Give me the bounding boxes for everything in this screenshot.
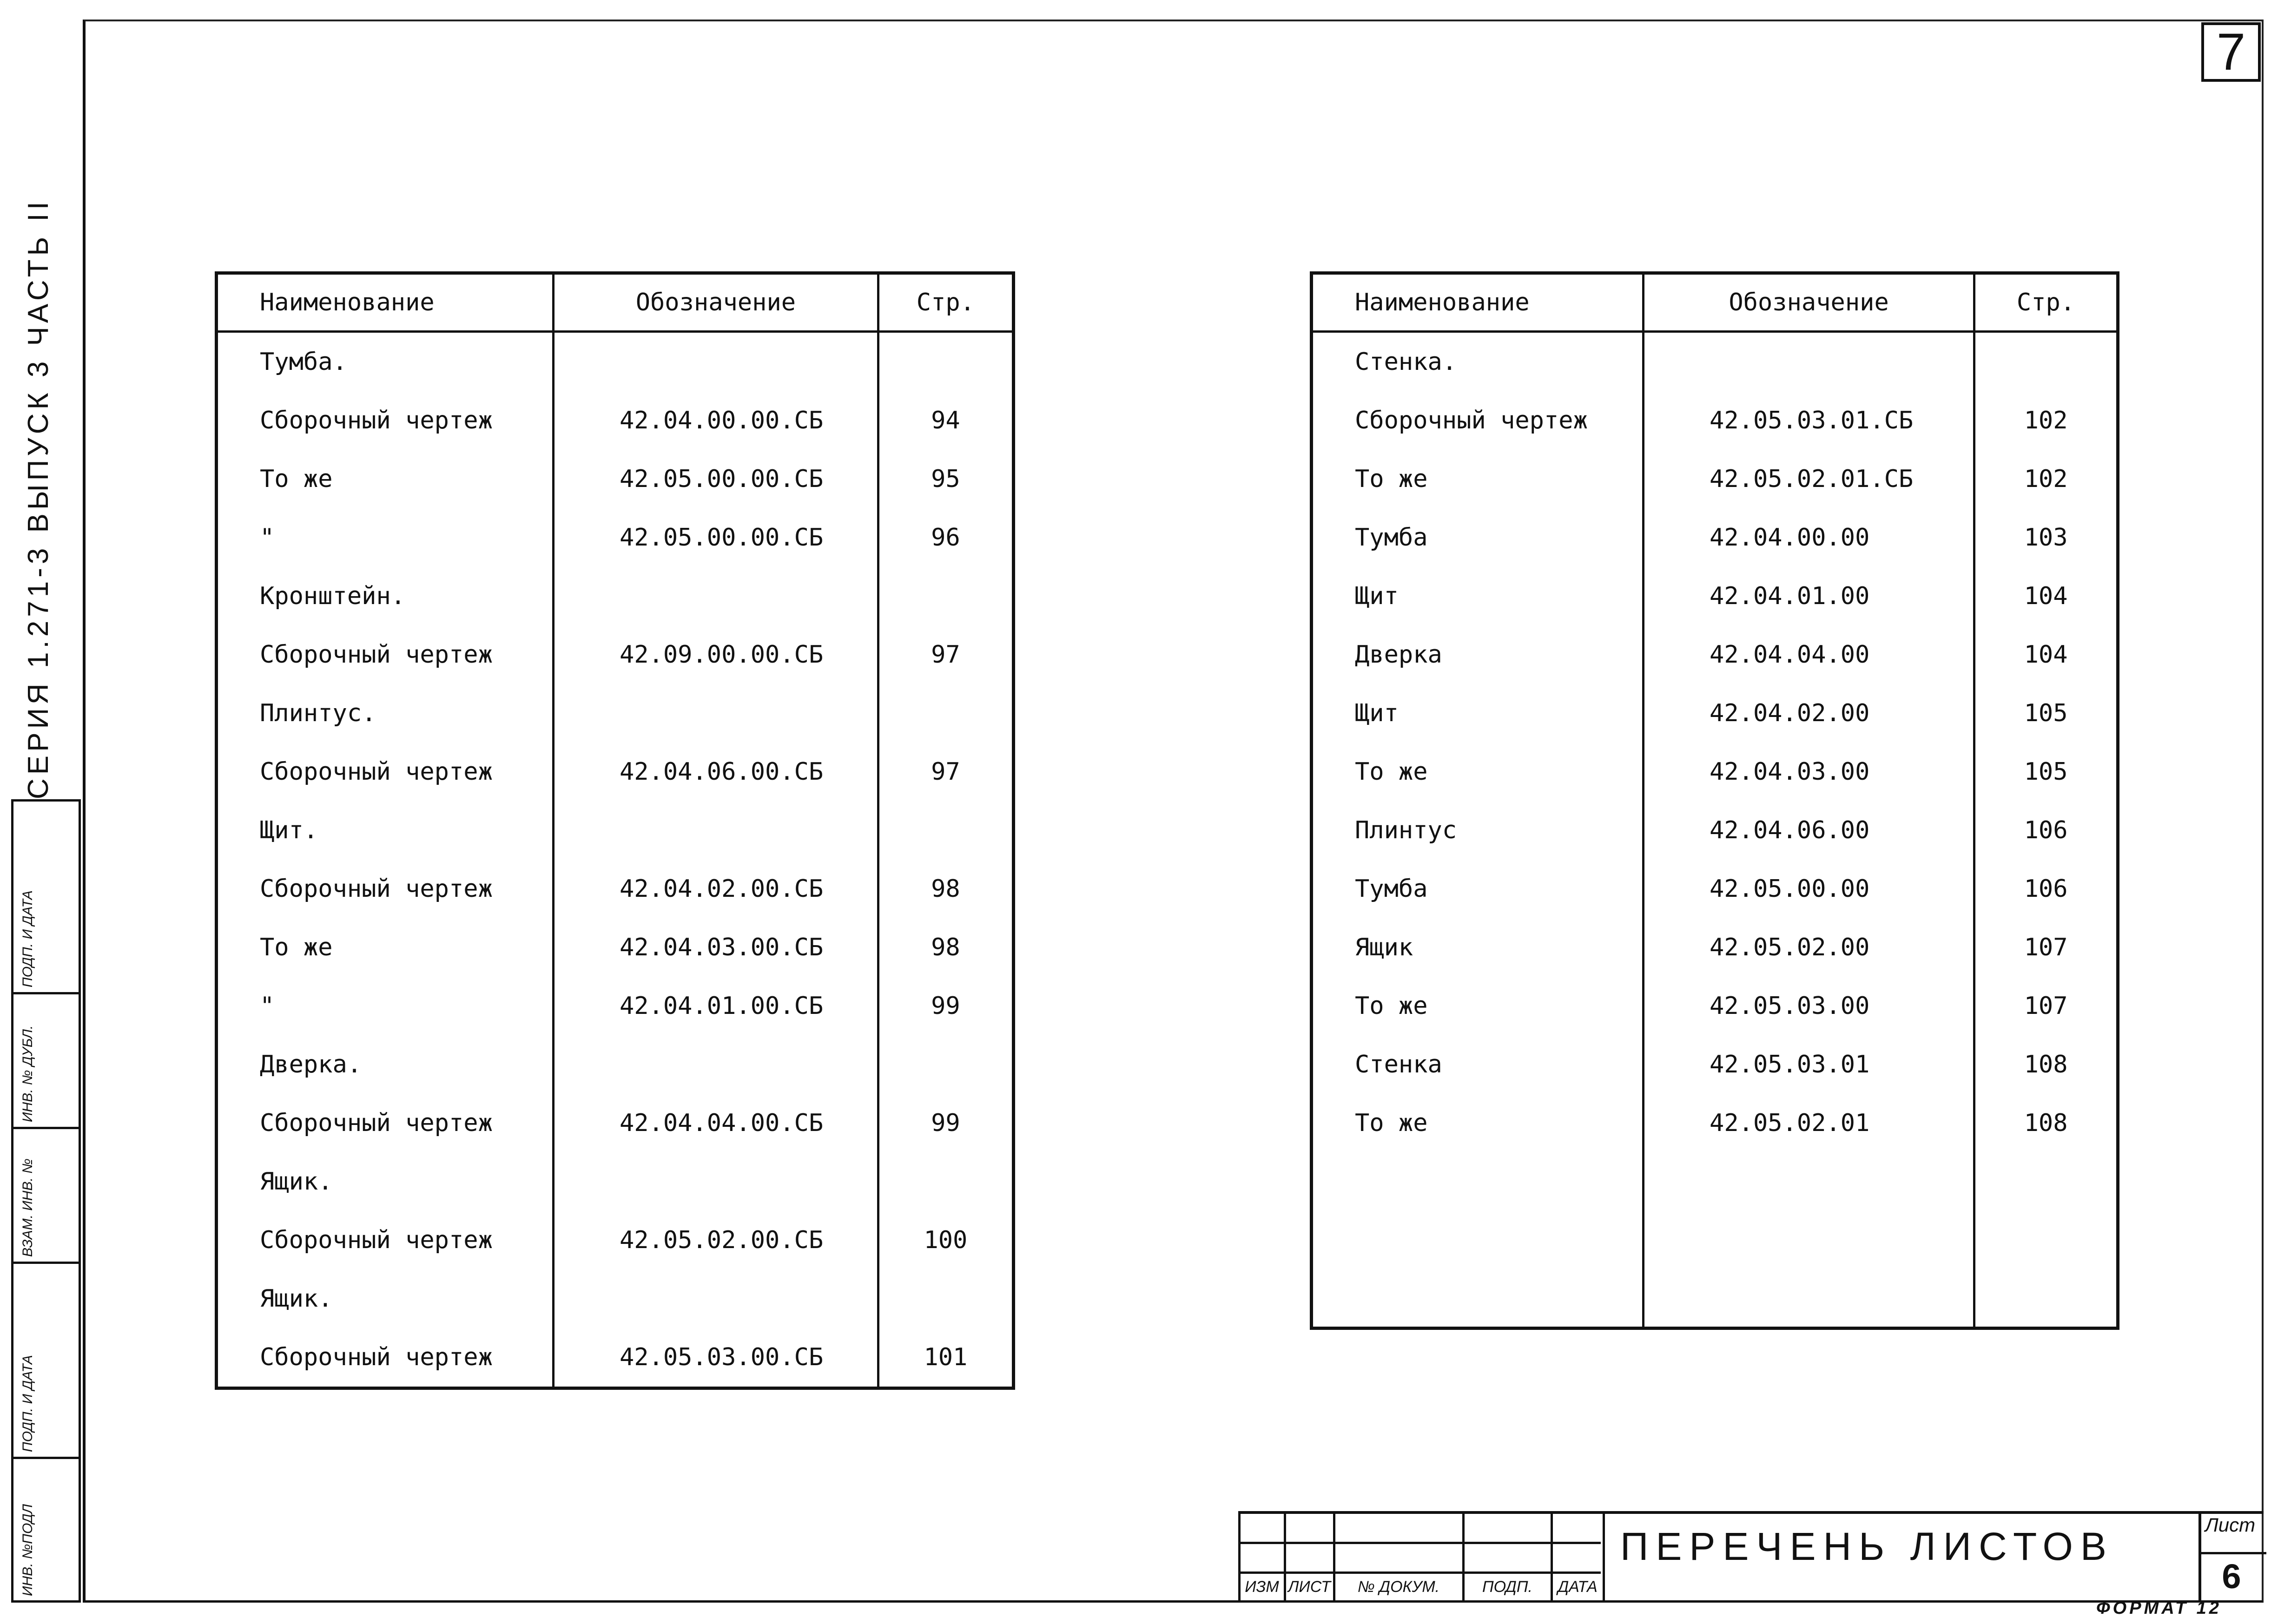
table-filler-row (1312, 1152, 2118, 1328)
table-row (1312, 1094, 2118, 1152)
item-page: 106 (1974, 801, 2118, 860)
table-row (217, 332, 1014, 392)
item-page: 102 (1974, 391, 2118, 450)
table-row (217, 860, 1014, 918)
item-name: Плинтус. (217, 684, 554, 743)
table-row (217, 508, 1014, 567)
item-code: 42.04.03.00.СБ (553, 918, 878, 977)
sheet-value: 6 (2222, 1557, 2241, 1596)
item-name: То же (1312, 977, 1644, 1035)
item-page: 100 (878, 1211, 1013, 1269)
item-code: 42.04.02.00 (1644, 684, 1974, 743)
table-filler-row (217, 1387, 1014, 1388)
item-name: Щит (1312, 684, 1644, 743)
item-name: Стенка. (1312, 332, 1644, 392)
item-page: 95 (878, 450, 1013, 508)
format-label: ФОРМАТ 12 (2096, 1598, 2222, 1618)
empty-cell (1974, 1152, 2118, 1328)
item-code: 42.05.02.01 (1644, 1094, 1974, 1152)
table-row (217, 567, 1014, 625)
item-page (878, 1152, 1013, 1211)
table-row (217, 450, 1014, 508)
header-code: Обозначение (1644, 273, 1974, 332)
item-page (878, 332, 1013, 392)
item-code (553, 684, 878, 743)
item-code: 42.05.02.01.СБ (1644, 450, 1974, 508)
item-name: Плинтус (1312, 801, 1644, 860)
item-name: Сборочный чертеж (217, 860, 554, 918)
table-row (217, 977, 1014, 1035)
item-code: 42.04.03.00 (1644, 743, 1974, 801)
item-name: Сборочный чертеж (217, 1094, 554, 1152)
item-page: 103 (1974, 508, 2118, 567)
item-code: 42.09.00.00.СБ (553, 625, 878, 684)
header-code: Обозначение (553, 273, 878, 332)
item-name: Ящик. (217, 1269, 554, 1328)
table-row (217, 625, 1014, 684)
table-row (217, 918, 1014, 977)
side-stamp-label: ПОДП. И ДАТА (20, 890, 35, 987)
item-name: Ящик. (217, 1152, 554, 1211)
item-code: 42.04.06.00 (1644, 801, 1974, 860)
item-name: Сборочный чертеж (217, 625, 554, 684)
table-row (1312, 684, 2118, 743)
sheet-number: 7 (2201, 22, 2261, 82)
empty-cell (878, 1387, 1013, 1388)
item-name: Тумба (1312, 860, 1644, 918)
table-row (217, 1269, 1014, 1328)
item-code: 42.04.04.00 (1644, 625, 1974, 684)
item-page: 96 (878, 508, 1013, 567)
item-name: Сборочный чертеж (217, 391, 554, 450)
item-page: 107 (1974, 918, 2118, 977)
stamp-header: № ДОКУМ. (1357, 1578, 1440, 1596)
item-page (878, 1269, 1013, 1328)
item-code (553, 801, 878, 860)
item-page: 99 (878, 1094, 1013, 1152)
table-row (1312, 450, 2118, 508)
item-page: 104 (1974, 625, 2118, 684)
empty-cell (1312, 1152, 1644, 1328)
table-row (1312, 391, 2118, 450)
item-name: Щит (1312, 567, 1644, 625)
item-page (878, 567, 1013, 625)
item-name: Кронштейн. (217, 567, 554, 625)
item-page: 107 (1974, 977, 2118, 1035)
table-row (1312, 625, 2118, 684)
item-name: То же (1312, 1094, 1644, 1152)
table-row (1312, 918, 2118, 977)
item-name: Сборочный чертеж (217, 1328, 554, 1387)
item-name: То же (217, 450, 554, 508)
table-row (1312, 332, 2118, 392)
table-row (1312, 1035, 2118, 1094)
table-row (217, 801, 1014, 860)
table-row (217, 1211, 1014, 1269)
table-row (217, 1094, 1014, 1152)
item-page: 104 (1974, 567, 2118, 625)
item-code (553, 1035, 878, 1094)
series-title: СЕРИЯ 1.271-3 ВЫПУСК 3 ЧАСТЬ II (22, 198, 54, 799)
item-code: 42.05.03.01.СБ (1644, 391, 1974, 450)
item-code: 42.04.04.00.СБ (553, 1094, 878, 1152)
sheet-list-table-right (1310, 271, 2119, 1330)
item-name: Дверка (1312, 625, 1644, 684)
item-page: 108 (1974, 1094, 2118, 1152)
item-name: Щит. (217, 801, 554, 860)
item-page: 99 (878, 977, 1013, 1035)
header-name: Наименование (1312, 273, 1644, 332)
item-name: Сборочный чертеж (1312, 391, 1644, 450)
empty-cell (553, 1387, 878, 1388)
item-name: То же (1312, 450, 1644, 508)
stamp-header: ЛИСТ (1288, 1578, 1331, 1596)
revision-grid (1238, 1514, 1601, 1600)
item-code: 42.05.03.00.СБ (553, 1328, 878, 1387)
table-row (1312, 567, 2118, 625)
item-page: 108 (1974, 1035, 2118, 1094)
item-name: Тумба (1312, 508, 1644, 567)
item-page: 97 (878, 743, 1013, 801)
table-row (1312, 801, 2118, 860)
item-code: 42.04.02.00.СБ (553, 860, 878, 918)
item-code: 42.04.01.00.СБ (553, 977, 878, 1035)
table-row (217, 1328, 1014, 1387)
item-code: 42.04.06.00.СБ (553, 743, 878, 801)
item-page: 101 (878, 1328, 1013, 1387)
side-stamp-label: ВЗАМ. ИНВ. № (20, 1158, 35, 1257)
item-page (878, 1035, 1013, 1094)
header-page: Стр. (1974, 273, 2118, 332)
item-page: 106 (1974, 860, 2118, 918)
item-page: 102 (1974, 450, 2118, 508)
item-name: То же (1312, 743, 1644, 801)
item-page: 105 (1974, 684, 2118, 743)
table-row (217, 1152, 1014, 1211)
empty-cell (217, 1387, 554, 1388)
side-stamp-label: ИНВ. №ПОДЛ (20, 1504, 35, 1596)
item-code (553, 1152, 878, 1211)
item-page (878, 684, 1013, 743)
item-name: Ящик (1312, 918, 1644, 977)
item-code: 42.04.00.00.СБ (553, 391, 878, 450)
item-name: Дверка. (217, 1035, 554, 1094)
table-row (1312, 977, 2118, 1035)
item-page (1974, 332, 2118, 392)
side-stamp (11, 799, 81, 1603)
item-code: 42.05.00.00.СБ (553, 450, 878, 508)
item-page: 97 (878, 625, 1013, 684)
item-name: То же (217, 918, 554, 977)
item-code: 42.04.01.00 (1644, 567, 1974, 625)
sheet-box (2198, 1511, 2264, 1600)
stamp-header: ПОДП. (1482, 1578, 1532, 1596)
sheet-label: Лист (2205, 1514, 2256, 1536)
document-title: ПЕРЕЧЕНЬ ЛИСТОВ (1620, 1525, 2114, 1568)
item-name: Тумба. (217, 332, 554, 392)
table-row (217, 1035, 1014, 1094)
sheet-list-table-left (215, 271, 1015, 1390)
item-code: 42.05.00.00.СБ (553, 508, 878, 567)
item-code: 42.04.00.00 (1644, 508, 1974, 567)
empty-cell (1644, 1152, 1974, 1328)
table-row (217, 743, 1014, 801)
stamp-header: ИЗМ (1245, 1578, 1279, 1596)
item-page: 98 (878, 918, 1013, 977)
item-name: Стенка (1312, 1035, 1644, 1094)
item-code: 42.05.02.00 (1644, 918, 1974, 977)
table-row (1312, 860, 2118, 918)
item-code: 42.05.03.01 (1644, 1035, 1974, 1094)
table-row (1312, 508, 2118, 567)
item-name: " (217, 508, 554, 567)
item-page: 94 (878, 391, 1013, 450)
table-row (217, 391, 1014, 450)
item-name: " (217, 977, 554, 1035)
table-row (217, 684, 1014, 743)
item-code (1644, 332, 1974, 392)
stamp-header: ДАТА (1558, 1578, 1598, 1596)
side-stamp-label: ИНВ. № ДУБЛ. (20, 1025, 35, 1122)
side-stamp-label: ПОДП. И ДАТА (20, 1355, 35, 1452)
item-code: 42.05.00.00 (1644, 860, 1974, 918)
item-page: 98 (878, 860, 1013, 918)
item-name: Сборочный чертеж (217, 1211, 554, 1269)
item-code (553, 1269, 878, 1328)
item-code (553, 567, 878, 625)
item-page: 105 (1974, 743, 2118, 801)
item-code: 42.05.03.00 (1644, 977, 1974, 1035)
item-code (553, 332, 878, 392)
table-row (1312, 743, 2118, 801)
header-page: Стр. (878, 273, 1013, 332)
item-name: Сборочный чертеж (217, 743, 554, 801)
item-code: 42.05.02.00.СБ (553, 1211, 878, 1269)
item-page (878, 801, 1013, 860)
header-name: Наименование (217, 273, 554, 332)
